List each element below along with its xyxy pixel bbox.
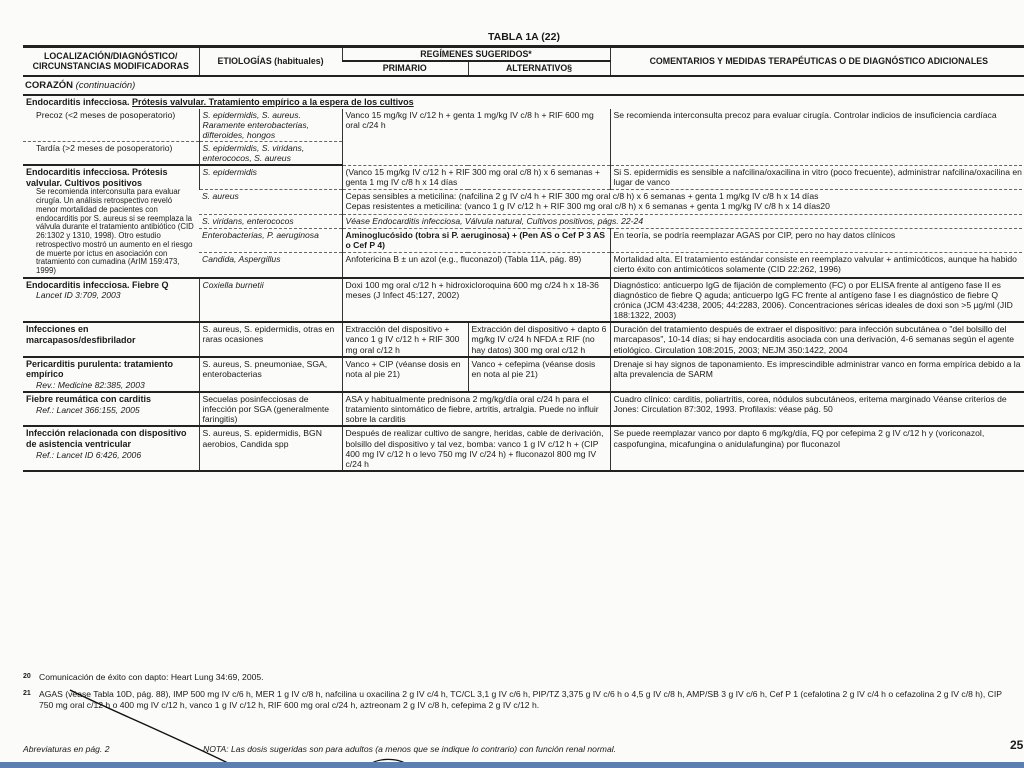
primary-cell: Vanco + CIP (véanse dosis en nota al pie 21) [342, 357, 468, 392]
regimen-line: Cepas resistentes a meticilina: (vanco 1 g IV c/12 h + RIF 300 mg oral c/8 h) x 6 semanas + genta 1 mg/kg IV c/8 h x 14 días20 [345, 201, 830, 212]
alternative-cell: Extracción del dispositivo + dapto 6 mg/kg IV c/24 h NFDA ± RIF (no hay datos) 300 mg oral c/12 h [468, 322, 610, 356]
etiology-cell: Candida, Aspergillus [199, 253, 342, 278]
regimen-cell: Véase Endocarditis infecciosa, Válvula natural, Cultivos positivos, págs. 22-24 [342, 214, 1024, 228]
group1-title: Endocarditis infecciosa. Prótesis valvular. Tratamiento empírico a la espera de los cultivos [26, 96, 414, 107]
location-cell: Infecciones en marcapasos/desfibrilador [23, 322, 199, 356]
footnote-number: 20 [23, 673, 31, 680]
regimen-line: Cepas sensibles a meticilina: (nafcilina 2 g IV c/4 h + RIF 300 mg oral c/8 h) x 6 semanas + genta 1 mg/kg IV c/8 h x 14 días [345, 191, 819, 202]
group2-title: Endocarditis infecciosa. Prótesis valvular. Cultivos positivos [26, 167, 168, 188]
etiology-cell: S. aureus, S. epidermidis, BGN aerobios, Candida spp [199, 426, 342, 471]
reference: Ref.: Lancet ID 6:426, 2006 [36, 449, 142, 460]
location-cell: Infección relacionada con dispositivo de asistencia ventricular [26, 428, 187, 450]
regimen-cell: Después de realizar cultivo de sangre, heridas, cable de derivación, bolsillo del dispositivo y tal vez, bomba: vanco 1 g IV c/12 h + (CIP 400 mg IV c/12 h o levo 750 mg IV c/24 h) + fluconazol 800 mg IV c/24 h [342, 426, 610, 471]
comment-cell: Se recomienda interconsulta precoz para evaluar cirugía. Controlar indicios de insuficiencia cardíaca [610, 109, 1024, 166]
etiology-cell: S. aureus, S. epidermidis, otras en raras ocasiones [199, 322, 342, 356]
etiology-cell: Secuelas posinfecciosas de infección por SGA (generalmente faringitis) [199, 392, 342, 426]
location-cell: Precoz (<2 meses de posoperatorio) [36, 109, 176, 120]
comment-cell: Si S. epidermidis es sensible a nafcilina/oxacilina in vitro (poco frecuente), administrar nafcilina/oxacilina en lugar de vanco [610, 165, 1024, 190]
comment-cell: Se puede reemplazar vanco por dapto 6 mg/kg/día, FQ por cefepima 2 g IV c/12 h y (voriconazol, caspofungina, micafungina o anidulafungina) por fluconazol [610, 426, 1024, 471]
comment-cell: En teoría, se podría reemplazar AGAS por CIP, pero no hay datos clínicos [610, 228, 1024, 253]
comment-cell: Duración del tratamiento después de extraer el dispositivo: para infección subcutánea o "del bolsillo del marcapasos", 10-14 días; si hay endocarditis asociada con una derivación, 4-6 semanas según el agente etiológico. Circulation 108:2015, 2003; NEJM 350:1422, 2004 [610, 322, 1024, 356]
etiology-cell: Coxiella burnetii [199, 278, 342, 323]
table-title: TABLA 1A (22) [488, 31, 560, 43]
accent-bar [0, 762, 1024, 768]
comment-cell: Mortalidad alta. El tratamiento estándar consiste en reemplazo valvular + antimicóticos, aunque ha habido cierto éxito con antimicóticos solamente (CID 22:262, 1996) [610, 253, 1024, 278]
location-cell: Fiebre reumática con carditis [26, 394, 152, 405]
regimen-cell: Anfotericina B ± un azol (e.g., fluconazol) (Tabla 11A, pág. 89) [342, 253, 610, 278]
section-continuation: (continuación) [75, 79, 136, 91]
primary-cell: Extracción del dispositivo + vanco 1 g IV c/12 h + RIF 300 mg oral c/12 h [342, 322, 468, 356]
footnote-number: 21 [23, 690, 31, 698]
location-cell: Tardía (>2 meses de posoperatorio) [36, 142, 173, 153]
etiology-cell: S. aureus [199, 190, 342, 215]
etiology-cell: S. epidermidis, S. aureus. Raramente enterobacterias, difteroides, hongos [199, 109, 342, 142]
section-name: CORAZÓN [25, 79, 74, 91]
page-number: 25 [1010, 738, 1024, 752]
regimen-cell: Vanco 15 mg/kg IV c/12 h + genta 1 mg/kg IV c/8 h + RIF 600 mg oral c/24 h [342, 109, 610, 166]
footnote-text: AGAS (véase Tabla 10D, pág. 88), IMP 500 mg IV c/6 h, MER 1 g IV c/8 h, nafcilina u oxacilina 2 g IV c/4 h, TC/CL 3,1 g IV c/6 h, PIP/TZ 3,375 g IV c/6 h o 4,5 g IV c/8 h, AMP/SB 3 g IV c/6 h, Cef P 1 (cefalotina 2 g IV c/4 h o cefazolina 2 g IV c/8 h), CIP 750 mg oral c/12 h o 400 mg IV c/12 h, vanco 1 g IV c/12 h, RIF 600 mg oral c/24 h, aztreonam 2 g IV c/8 h, cefepima 2 g IV c/12 h. [39, 689, 1002, 711]
regimen-cell: Doxi 100 mg oral c/12 h + hidroxicloroquina 600 mg c/24 h x 18-36 meses (J Infect 45:127, 2002) [342, 278, 610, 323]
header-alternative: ALTERNATIVO§ [468, 61, 610, 75]
etiology-cell: S. aureus, S. pneumoniae, SGA, enterobacterias [199, 357, 342, 392]
abbreviations-note: Abreviaturas en pág. 2 [23, 744, 110, 754]
alternative-cell: Vanco + cefepima (véanse dosis en nota al pie 21) [468, 357, 610, 392]
reference: Lancet ID 3:709, 2003 [36, 290, 121, 301]
regimen-cell: ASA y habitualmente prednisona 2 mg/kg/día oral c/24 h para el tratamiento sintomático de fiebre, artritis, artralgia. Puede no influir sobre la carditis [342, 392, 610, 426]
header-comments: COMENTARIOS Y MEDIDAS TERAPÉUTICAS O DE DIAGNÓSTICO ADICIONALES [610, 47, 1024, 76]
comment-cell: Diagnóstico: anticuerpo IgG de fijación de complemento (FC) o por ELISA frente al antígeno fase II es diagnóstico de fiebre Q aguda; anticuerpo IgG FC frente al antígeno fase I es diagnóstico de fiebre Q crónica (JCM 43:4238, 2005; 44:2283, 2006). Concentraciones séricas ideales de doxi son >5 µg/ml (JID 188:1322, 2003) [610, 278, 1024, 323]
dose-note: NOTA: Las dosis sugeridas son para adultos (a menos que se indique lo contrario) con función renal normal. [203, 744, 617, 754]
etiology-cell: S. epidermidis, S. viridans, enterococos, S. aureus [199, 141, 342, 165]
header-etiology: ETIOLOGÍAS (habituales) [199, 47, 342, 76]
regimen-cell: (Vanco 15 mg/kg IV c/12 h + RIF 300 mg oral c/8 h) x 6 semanas + genta 1 mg IV c/8 h x 14 días [342, 165, 610, 190]
regimen-cell: Aminoglucósido (tobra si P. aeruginosa) + (Pen AS o Cef P 3 AS o Cef P 4) [342, 228, 610, 253]
header-regimens: REGÍMENES SUGERIDOS* [342, 47, 610, 62]
comment-cell: Drenaje si hay signos de taponamiento. Es imprescindible administrar vanco en forma empírica debido a la alta prevalencia de SARM [610, 357, 1024, 392]
location-cell: Pericarditis purulenta: tratamiento empírico [26, 358, 174, 380]
reference: Ref.: Lancet 366:155, 2005 [36, 404, 140, 415]
header-location: LOCALIZACIÓN/DIAGNÓSTICO/ CIRCUNSTANCIAS MODIFICADORAS [23, 47, 199, 76]
group2-note: Se recomienda interconsulta para evaluar cirugía. Un análisis retrospectivo reveló menor mortalidad de pacientes con endocarditis por S. aureus si se reemplaza la válvula durante el tratamiento antibiótico (CID 26:1302 y 1310, 1998). Otro estudio retrospectivo mostró un aumento en el riesgo de muerte por ictus en asociación con tratamiento con cumadina (ArIM 159:473, 1999) [36, 187, 194, 275]
etiology-cell: Enterobacterias, P. aeruginosa [199, 228, 342, 253]
etiology-cell: S. epidermidis [199, 165, 342, 190]
reference: Rev.: Medicine 82:385, 2003 [36, 379, 145, 390]
footnote-text: Comunicación de éxito con dapto: Heart Lung 34:69, 2005. [39, 672, 264, 682]
comment-cell: Cuadro clínico: carditis, poliartritis, corea, nódulos subcutáneos, eritema marginado Véanse criterios de Jones: Circulation 87:302, 1993. Profilaxis: véase pág. 50 [610, 392, 1024, 426]
location-cell: Endocarditis infecciosa. Fiebre Q [26, 279, 169, 290]
etiology-cell: S. viridans, enterococos [199, 214, 342, 228]
header-primary: PRIMARIO [342, 61, 468, 75]
